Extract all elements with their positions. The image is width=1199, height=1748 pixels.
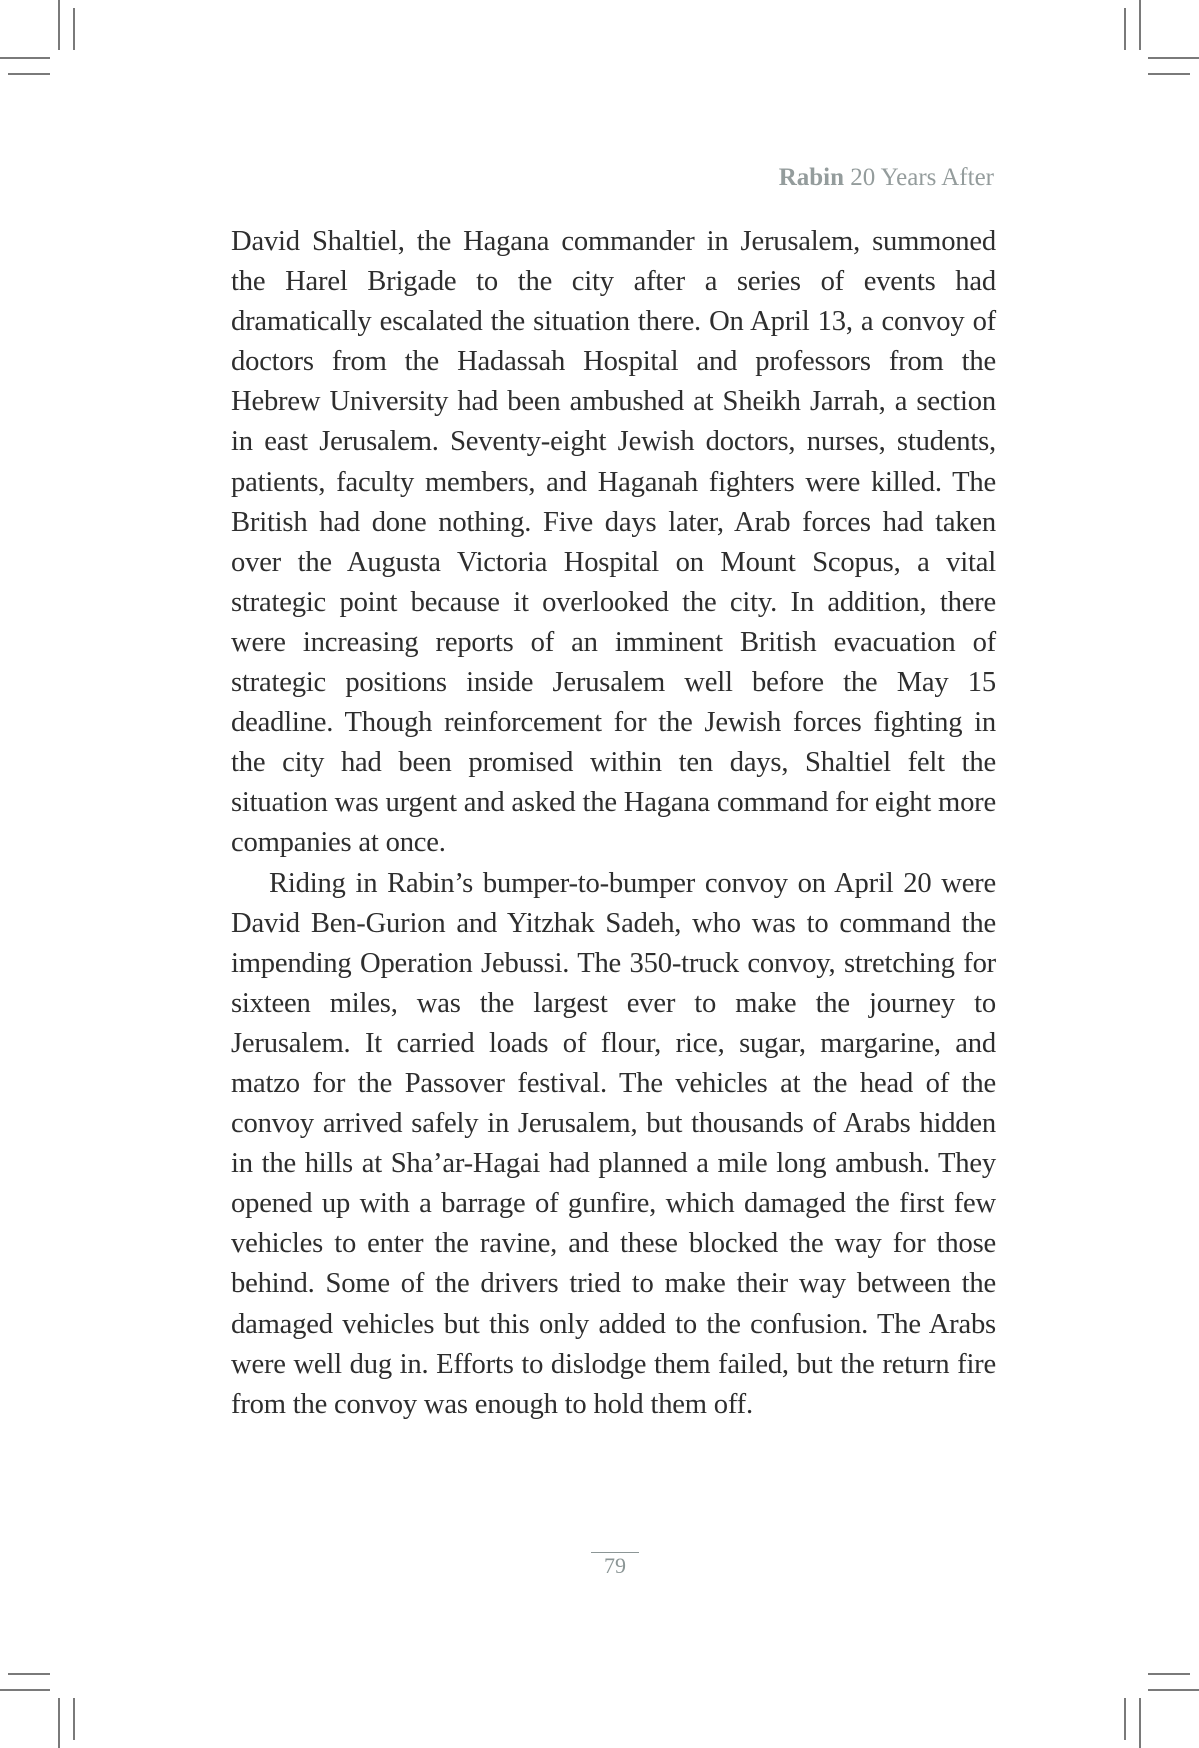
crop-mark-top-right-h-outer [1148, 57, 1199, 59]
crop-mark-top-right-outer [1139, 0, 1141, 50]
crop-mark-bottom-right-outer [1139, 1698, 1141, 1748]
body-text [231, 222, 996, 1425]
crop-mark-bottom-right-inner [1124, 1698, 1126, 1740]
crop-mark-top-left-h-inner [8, 73, 50, 75]
running-head [779, 164, 994, 192]
running-head-bold: Rabin [778, 164, 844, 191]
crop-mark-bottom-right-h-outer [1148, 1689, 1199, 1691]
crop-mark-top-right-inner [1124, 8, 1126, 50]
crop-mark-bottom-left-outer [58, 1698, 60, 1748]
crop-mark-top-left-inner [73, 8, 75, 50]
crop-mark-bottom-right-h-inner [1148, 1673, 1190, 1675]
crop-mark-bottom-left-inner [73, 1698, 75, 1740]
crop-mark-bottom-left-h-inner [8, 1673, 50, 1675]
crop-mark-top-left-outer [58, 0, 60, 50]
crop-mark-bottom-left-h-outer [0, 1689, 50, 1691]
paragraph-1: David Shaltiel, the Hagana commander in Jerusalem, summoned the Harel Brigade to the city after a series of events had dramatically escalated the situation there. On April 13, a convoy of doctors from the Hadassah Hospital and professors from the Hebrew University had been ambushed at Sheikh Jarrah, a section in east Jerusalem. Seventy-eight Jewish doctors, nurses, students, patients, faculty members, and Haganah fighters were killed. The British had done nothing. Five days later, Arab forces had taken over the Augusta Victoria Hospital on Mount Scopus, a vital strategic point because it overlooked the city. In addition, there were increasing reports of an imminent British evacuation of strategic positions inside Jerusalem well before the May 15 deadline. Though reinforcement for the Jewish forces fighting in the city had been promised within ten days, Shaltiel felt the situation was urgent and asked the Hagana command for eight more companies at once. [231, 226, 996, 859]
crop-mark-top-left-h-outer [0, 57, 50, 59]
running-head-title: 20 Years After [844, 164, 994, 191]
page-number: 79 [604, 1553, 626, 1578]
paragraph-2: Riding in Rabin’s bumper-to-bumper convoy on April 20 were David Ben-Gurion and Yitzhak Sadeh, who was to command the impending Operation Jebussi. The 350-truck convoy, stretching for sixteen miles, was the largest ever to make the journey to Jerusalem. It carried loads of flour, rice, sugar, margarine, and matzo for the Passover festival. The vehicles at the head of the convoy arrived safely in Jerusalem, but thousands of Arabs hidden in the hills at Sha’ar-Hagai had planned a mile long ambush. They opened up with a barrage of gunfire, which damaged the first few vehicles to enter the ravine, and these blocked the way for those behind. Some of the drivers tried to make their way between the damaged vehicles but this only added to the confusion. The Arabs were well dug in. Efforts to dislodge them failed, but the return fire from the convoy was enough to hold them off. [231, 867, 996, 1420]
crop-mark-top-right-h-inner [1148, 73, 1190, 75]
